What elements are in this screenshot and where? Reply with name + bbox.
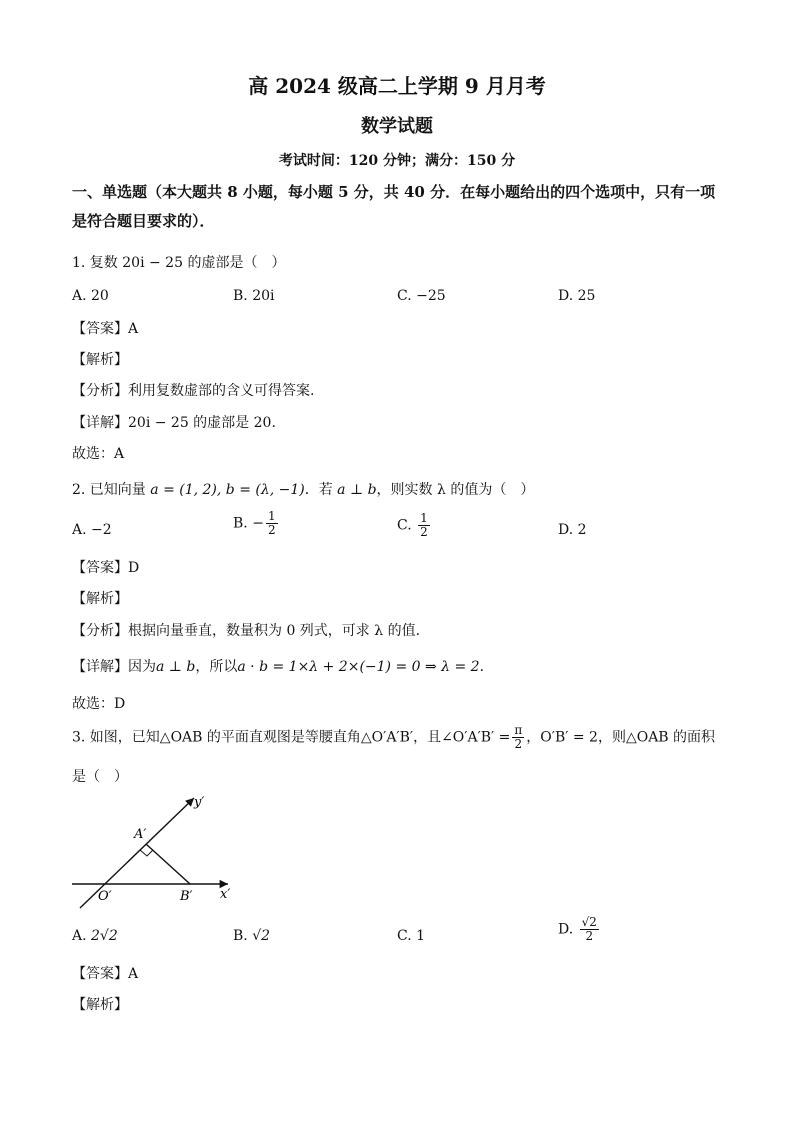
q2-option-d: D. 2 xyxy=(558,522,587,538)
q3-option-b-label: B. xyxy=(233,928,248,944)
q2-xiangjie-end: ． xyxy=(479,659,494,675)
q2-xiangjie-eq: a · b = 1×λ + 2×(−1) = 0 ⇒ λ = 2 xyxy=(237,659,480,675)
q2-xiangjie-prefix: 【详解】因为 xyxy=(72,659,156,675)
subject-title: 数学试题 xyxy=(361,116,433,137)
q3-option-d-den: 2 xyxy=(585,929,594,944)
q2-xiangjie-mid: ，所以 xyxy=(195,659,238,675)
q2-option-c-label: C. xyxy=(397,517,412,534)
q2-vectors: a = (1, 2), b = (λ, −1) xyxy=(150,482,305,498)
page-title: 高 2024 级高二上学期 9 月月考 xyxy=(248,74,546,98)
q1-option-d: D. 25 xyxy=(558,288,596,304)
q2-stem-mid: ．若 xyxy=(304,482,333,498)
q1-option-a: A. 20 xyxy=(72,288,109,304)
q2-choose: 故选：D xyxy=(72,696,126,712)
q2-option-b-num: 1 xyxy=(267,509,276,523)
q1-choose: 故选：A xyxy=(72,446,125,462)
q3-option-d xyxy=(558,916,601,943)
label-x: x′ xyxy=(220,887,231,902)
q3-angle-num: π xyxy=(514,723,523,737)
q3-option-c: C. 1 xyxy=(397,928,426,944)
q2-option-c-num: 1 xyxy=(420,511,428,525)
label-y: y′ xyxy=(194,795,205,810)
question-2-stem xyxy=(72,479,534,499)
q2-stem-suffix: ，则实数 λ 的值为（ ） xyxy=(376,482,535,498)
q1-analysis-label: 【解析】 xyxy=(72,352,128,368)
q1-option-b: B. 20i xyxy=(233,288,275,304)
label-a: A′ xyxy=(134,827,147,842)
q2-option-b-den: 2 xyxy=(267,523,276,538)
q3-answer: 【答案】A xyxy=(72,966,139,982)
q1-xiangjie: 【详解】20i − 25 的虚部是 20. xyxy=(72,415,276,431)
q2-option-b-fraction xyxy=(266,510,278,537)
q2-answer: 【答案】D xyxy=(72,560,140,576)
q2-stem-prefix: 2. 已知向量 xyxy=(72,482,146,498)
q3-angle-fraction xyxy=(512,724,524,751)
q1-option-c: C. −25 xyxy=(397,288,446,304)
q1-answer: 【答案】A xyxy=(72,321,139,337)
q3-option-b xyxy=(233,928,270,944)
q2-option-b-sign: − xyxy=(252,515,264,532)
q3-stem-part-a: 3. 如图，已知△OAB 的平面直观图是等腰直角△O′A′B′，且∠O′A′B′ = xyxy=(72,729,511,746)
q2-option-c-fraction xyxy=(418,512,430,539)
q2-option-b-label: B. xyxy=(233,515,248,532)
q3-option-d-fraction xyxy=(580,916,599,943)
q1-fenxi: 【分析】利用复数虚部的含义可得答案. xyxy=(72,383,315,399)
q2-perp: a ⊥ b xyxy=(337,482,377,498)
q2-fenxi: 【分析】根据向量垂直，数量积为 0 列式，可求 λ 的值. xyxy=(72,623,421,639)
label-o: O′ xyxy=(98,889,112,904)
question-3-stem-line-1 xyxy=(72,724,715,751)
q2-option-a: A. −2 xyxy=(72,522,112,538)
q3-figure xyxy=(70,792,250,914)
label-b: B′ xyxy=(180,889,193,904)
question-3-stem-line-2: 是（ ） xyxy=(72,769,128,785)
q2-option-b xyxy=(233,510,280,537)
q3-option-d-label: D. xyxy=(558,921,574,938)
q2-xiangjie xyxy=(72,656,494,676)
section-heading: 一、单选题（本大题共 8 小题，每小题 5 分，共 40 分．在每小题给出的四个选项中，只有一项是符合题目要求的）． xyxy=(72,183,716,230)
q2-xiangjie-perp: a ⊥ b xyxy=(156,659,196,675)
q3-analysis-label: 【解析】 xyxy=(72,997,128,1013)
right-angle-mark xyxy=(140,850,153,856)
q3-stem-part-b: ，O′B′ = 2，则△OAB 的面积 xyxy=(526,729,716,746)
question-1-stem: 1. 复数 20i − 25 的虚部是（ ） xyxy=(72,255,286,271)
exam-info: 考试时间：120 分钟；满分：150 分 xyxy=(278,153,516,169)
q2-analysis-label: 【解析】 xyxy=(72,591,128,607)
q3-option-d-num: √2 xyxy=(581,915,597,929)
q2-option-c xyxy=(397,512,432,539)
q3-angle-den: 2 xyxy=(514,737,523,752)
q3-option-b-value: √2 xyxy=(252,928,271,944)
q3-option-a-label: A. xyxy=(72,928,87,944)
q3-option-a-value: 2√2 xyxy=(91,928,118,944)
q3-option-a xyxy=(72,928,118,944)
q2-option-c-den: 2 xyxy=(420,525,428,540)
